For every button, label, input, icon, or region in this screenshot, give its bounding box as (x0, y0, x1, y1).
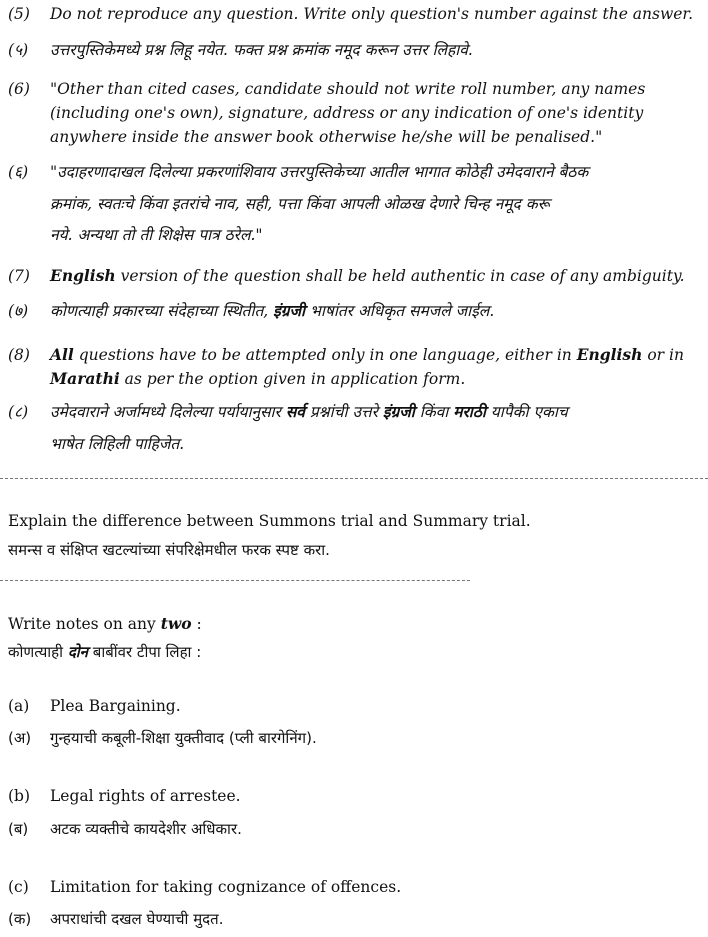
sub-question-b-mr: (ब) अटक व्यक्तीचे कायदेशीर अधिकार. (8, 820, 242, 838)
instruction-5-mr: (५) उत्तरपुस्तिकेमध्ये प्रश्न लिहू नयेत. फक्त प्रश्न क्रमांक नमूद करून उत्तर लिहावे. (8, 41, 473, 59)
instruction-6-mr-line-1: (६) "उदाहरणादाखल दिलेल्या प्रकरणांशिवाय उत्तरपुस्तिकेच्या आतील भागात कोठेही उमेदवाराने बैठक (8, 163, 589, 181)
section-divider (0, 478, 708, 479)
sub-question-c-mr: (क) अपराधांची दखल घेण्याची मुदत. (8, 910, 224, 928)
sub-question-b-en: (b) Legal rights of arrestee. (8, 787, 241, 805)
instruction-7-mr: (७) कोणत्याही प्रकारच्या संदेहाच्या स्थितीत, इंग्रजी भाषांतर अधिकृत समजले जाईल. (8, 301, 495, 320)
instruction-8-mr-line-1: (८) उमेदवाराने अर्जामध्ये दिलेल्या पर्यायानुसार सर्व प्रश्नांची उत्तरे इंग्रजी किंवा मराठी यापैकी एकाच (8, 402, 568, 421)
sub-question-c-en: (c) Limitation for taking cognizance of offences. (8, 878, 402, 896)
instruction-5-en: (5) Do not reproduce any question. Write only question's number against the answer. (8, 5, 694, 23)
sub-question-a-en: (a) Plea Bargaining. (8, 697, 181, 715)
question-2-en: Write notes on any two : (8, 614, 202, 633)
instruction-6-en-line-1: (6) "Other than cited cases, candidate should not write roll number, any names (8, 80, 646, 98)
question-1-mr: समन्स व संक्षिप्त खटल्यांच्या संपरिक्षेमधील फरक स्पष्ट करा. (8, 541, 330, 559)
sub-question-a-mr: (अ) गुन्हयाची कबूली-शिक्षा युक्तीवाद (प्ली बारगेनिंग). (8, 729, 317, 747)
instruction-8-en-line-2: Marathi as per the option given in application form. (50, 369, 466, 388)
instruction-8-mr-line-2: भाषेत लिहिली पाहिजेत. (50, 435, 185, 453)
question-divider (0, 580, 470, 581)
instruction-7-en: (7) English version of the question shall be held authentic in case of any ambiguity. (8, 266, 685, 285)
instruction-6-en-line-3: anywhere inside the answer book otherwise he/she will be penalised." (50, 128, 603, 146)
question-1-en: Explain the difference between Summons trial and Summary trial. (8, 512, 531, 530)
instruction-6-mr-line-2: क्रमांक, स्वतःचे किंवा इतरांचे नाव, सही, पत्ता किंवा आपली ओळख देणारे चिन्ह नमूद करू (50, 195, 550, 213)
instruction-6-en-line-2: (including one's own), signature, address or any indication of one's identity (50, 104, 644, 122)
instruction-6-mr-line-3: नये. अन्यथा तो ती शिक्षेस पात्र ठरेल." (50, 226, 263, 244)
question-2-mr: कोणत्याही दोन बाबींवर टीपा लिहा : (8, 643, 202, 661)
instruction-8-en-line-1: (8) All questions have to be attempted only in one language, either in English or in (8, 345, 684, 364)
